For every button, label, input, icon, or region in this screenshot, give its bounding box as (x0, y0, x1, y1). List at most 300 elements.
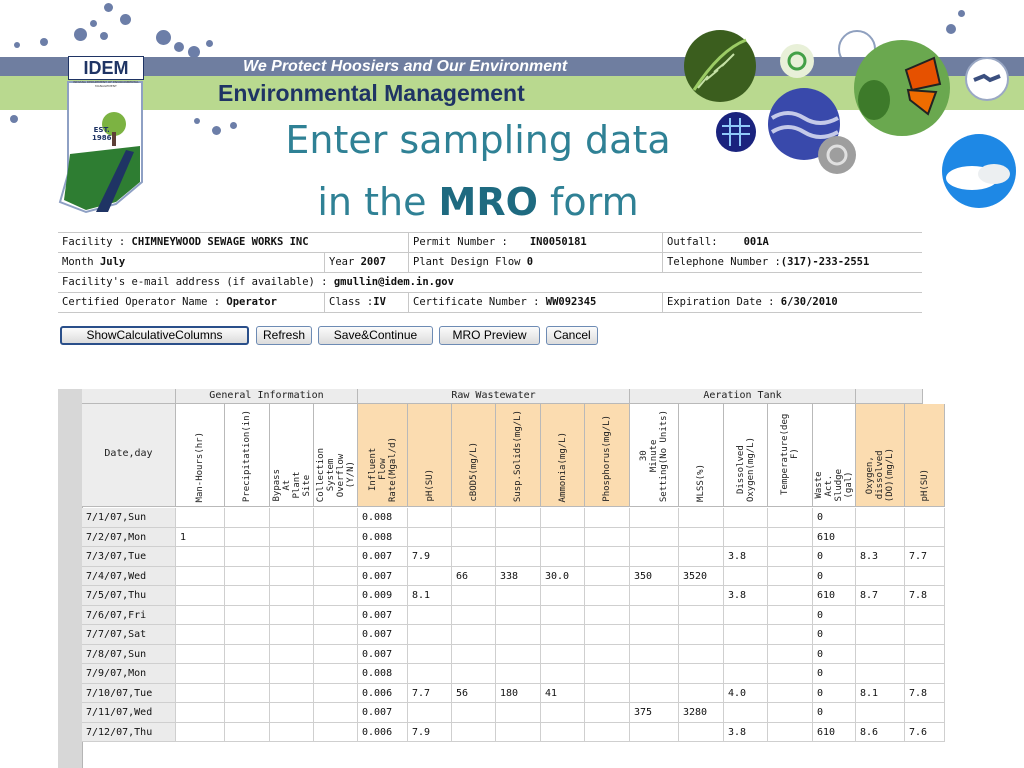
data-cell-tss[interactable] (496, 547, 541, 567)
data-cell-tss[interactable] (496, 606, 541, 626)
data-cell-ph[interactable] (408, 606, 452, 626)
date-cell: 7/10/07,Tue (82, 684, 176, 704)
info-row (58, 232, 922, 253)
decor-dot (946, 24, 956, 34)
data-cell-settling[interactable]: 375 (630, 703, 679, 723)
data-cell-eff-do[interactable] (856, 606, 905, 626)
class-value: IV (373, 296, 386, 308)
butterfly-photo (854, 40, 950, 136)
data-cell-was[interactable]: 0 (813, 606, 856, 626)
data-cell-was[interactable]: 610 (813, 586, 856, 606)
table-row (82, 703, 922, 723)
col-label: cBOD5(mg/L) (468, 442, 479, 502)
col-label: Man-Hours(hr) (195, 431, 205, 502)
data-cell-bypass[interactable] (270, 664, 314, 684)
data-cell-temp[interactable] (768, 606, 813, 626)
data-cell-phosphorus[interactable] (585, 684, 630, 704)
data-cell-bypass[interactable] (270, 606, 314, 626)
data-cell-do[interactable]: 3.8 (724, 547, 768, 567)
col-header-mlss (679, 404, 724, 507)
data-cell-temp[interactable] (768, 645, 813, 665)
data-cell-cbod[interactable]: 66 (452, 567, 496, 587)
col-header-effluent-do (856, 404, 905, 507)
decor-dot (40, 38, 48, 46)
data-cell-eff-do[interactable] (856, 625, 905, 645)
data-cell-phosphorus[interactable] (585, 723, 630, 743)
decor-dot (104, 3, 113, 12)
date-cell: 7/1/07,Sun (82, 508, 176, 528)
table-row (82, 508, 922, 528)
table-row (82, 586, 928, 606)
data-cell-cso[interactable] (314, 664, 358, 684)
decor-dot (958, 10, 965, 17)
data-cell-do[interactable] (724, 703, 768, 723)
data-cell-ammonia[interactable] (541, 528, 585, 548)
data-cell-man-hours[interactable] (176, 586, 225, 606)
data-cell-ammonia[interactable] (541, 508, 585, 528)
data-cell-phosphorus[interactable] (585, 645, 630, 665)
data-cell-mlss[interactable] (679, 684, 724, 704)
data-cell-eff-ph[interactable] (905, 645, 945, 665)
col-header-effluent-ph (905, 404, 945, 507)
data-cell-cbod[interactable] (452, 586, 496, 606)
data-cell-phosphorus[interactable] (585, 508, 630, 528)
data-cell-phosphorus[interactable] (585, 664, 630, 684)
data-cell-bypass[interactable] (270, 703, 314, 723)
data-cell-ph[interactable] (408, 625, 452, 645)
info-row (58, 273, 922, 293)
data-cell-man-hours[interactable] (176, 723, 225, 743)
data-cell-eff-ph[interactable] (905, 508, 945, 528)
data-cell-ph[interactable] (408, 508, 452, 528)
data-cell-cbod[interactable] (452, 547, 496, 567)
data-cell-influent[interactable]: 0.007 (358, 703, 408, 723)
data-cell-cso[interactable] (314, 547, 358, 567)
table-row (82, 645, 922, 665)
facility-label: Facility : (62, 236, 132, 248)
data-cell-ammonia[interactable] (541, 606, 585, 626)
table-row (82, 664, 922, 684)
data-cell-tss[interactable] (496, 625, 541, 645)
data-cell-man-hours[interactable] (176, 684, 225, 704)
data-cell-bypass[interactable] (270, 508, 314, 528)
data-cell-eff-ph[interactable] (905, 567, 945, 587)
data-cell-precip[interactable] (225, 684, 270, 704)
data-cell-cso[interactable] (314, 684, 358, 704)
data-cell-phosphorus[interactable] (585, 703, 630, 723)
data-cell-cbod[interactable]: 56 (452, 684, 496, 704)
col-label: Collection System Overflow (Y/N) (315, 447, 356, 502)
data-cell-eff-ph[interactable] (905, 703, 945, 723)
show-calculative-columns-button[interactable]: ShowCalculativeColumns (60, 326, 249, 345)
data-cell-influent[interactable]: 0.007 (358, 567, 408, 587)
data-cell-precip[interactable] (225, 723, 270, 743)
data-cell-temp[interactable] (768, 703, 813, 723)
data-cell-influent[interactable]: 0.008 (358, 664, 408, 684)
group-header-general: General Information (176, 389, 358, 404)
data-cell-precip[interactable] (225, 586, 270, 606)
data-cell-ph[interactable] (408, 528, 452, 548)
title-emphasis: MRO (438, 180, 538, 224)
table-row (82, 625, 922, 645)
col-label: Dissolved Oxygen(mg/L) (735, 436, 756, 502)
data-cell-settling[interactable] (630, 664, 679, 684)
col-label: Temperature(deg F) (780, 413, 800, 495)
logo-est-label: EST. (93, 126, 110, 134)
month-label: Month (62, 256, 100, 268)
row-header-strip (58, 389, 83, 768)
data-cell-eff-do[interactable]: 8.1 (856, 684, 905, 704)
data-cell-ph[interactable] (408, 645, 452, 665)
data-cell-man-hours[interactable] (176, 606, 225, 626)
data-cell-bypass[interactable] (270, 645, 314, 665)
data-cell-ammonia[interactable] (541, 645, 585, 665)
data-cell-eff-ph[interactable] (905, 625, 945, 645)
data-cell-ph[interactable]: 7.9 (408, 723, 452, 743)
data-cell-cso[interactable] (314, 528, 358, 548)
data-cell-eff-ph[interactable] (905, 664, 945, 684)
data-cell-man-hours[interactable] (176, 567, 225, 587)
data-cell-cso[interactable] (314, 703, 358, 723)
data-cell-tss[interactable] (496, 723, 541, 743)
col-header-collection-overflow (314, 404, 358, 507)
data-cell-precip[interactable] (225, 567, 270, 587)
data-cell-ammonia[interactable]: 41 (541, 684, 585, 704)
data-cell-was[interactable]: 0 (813, 645, 856, 665)
date-cell: 7/5/07,Thu (82, 586, 176, 606)
data-cell-phosphorus[interactable] (585, 547, 630, 567)
col-label: Ammonia(mg/L) (557, 431, 568, 502)
data-cell-cso[interactable] (314, 645, 358, 665)
slide-title-line1: Enter sampling data (285, 118, 671, 162)
data-cell-precip[interactable] (225, 606, 270, 626)
data-cell-man-hours[interactable]: 1 (176, 528, 225, 548)
date-cell: 7/9/07,Mon (82, 664, 176, 684)
gears-photo (818, 136, 856, 174)
data-cell-precip[interactable] (225, 508, 270, 528)
col-header-temperature (768, 404, 813, 507)
data-cell-cbod[interactable] (452, 508, 496, 528)
data-cell-eff-do[interactable] (856, 528, 905, 548)
data-cell-do[interactable] (724, 606, 768, 626)
data-cell-was[interactable]: 0 (813, 703, 856, 723)
title-prefix: in the (317, 180, 439, 224)
data-cell-cso[interactable] (314, 586, 358, 606)
data-cell-do[interactable] (724, 508, 768, 528)
date-cell: 7/12/07,Thu (82, 723, 176, 743)
data-cell-ph[interactable]: 7.9 (408, 547, 452, 567)
data-cell-was[interactable]: 0 (813, 625, 856, 645)
data-cell-temp[interactable] (768, 625, 813, 645)
data-cell-eff-do[interactable] (856, 664, 905, 684)
data-cell-temp[interactable] (768, 684, 813, 704)
date-cell: 7/7/07,Sat (82, 625, 176, 645)
data-cell-eff-do[interactable]: 8.6 (856, 723, 905, 743)
decor-dot (206, 40, 213, 47)
date-cell: 7/2/07,Mon (82, 528, 176, 548)
decor-dot (74, 28, 87, 41)
col-label: Influent Flow Rate(Mgal/d) (367, 436, 398, 502)
data-cell-settling[interactable] (630, 606, 679, 626)
permit-cell (408, 233, 587, 252)
data-cell-tss[interactable] (496, 645, 541, 665)
data-cell-ammonia[interactable] (541, 723, 585, 743)
data-cell-man-hours[interactable] (176, 645, 225, 665)
col-label: Phosphorus(mg/L) (602, 415, 612, 502)
refresh-button[interactable]: Refresh (256, 326, 312, 345)
col-header-precipitation (225, 404, 270, 507)
data-cell-eff-ph[interactable]: 7.6 (905, 723, 945, 743)
data-cell-influent[interactable]: 0.008 (358, 528, 408, 548)
data-cell-was[interactable]: 0 (813, 664, 856, 684)
data-cell-temp[interactable] (768, 664, 813, 684)
data-cell-mlss[interactable] (679, 528, 724, 548)
data-cell-ph[interactable] (408, 664, 452, 684)
save-continue-button[interactable]: Save&Continue (318, 326, 433, 345)
data-cell-temp[interactable] (768, 586, 813, 606)
data-cell-cso[interactable] (314, 567, 358, 587)
design-flow-value: 0 (526, 256, 534, 268)
data-cell-cbod[interactable] (452, 664, 496, 684)
group-header-aeration: Aeration Tank (630, 389, 856, 404)
data-cell-mlss[interactable] (679, 645, 724, 665)
data-cell-precip[interactable] (225, 703, 270, 723)
data-cell-bypass[interactable] (270, 567, 314, 587)
expiration-label: Expiration Date : (667, 296, 781, 308)
decor-dot (14, 42, 20, 48)
cancel-button[interactable]: Cancel (546, 326, 598, 345)
data-cell-do[interactable] (724, 528, 768, 548)
fern-photo (684, 30, 756, 102)
data-cell-phosphorus[interactable] (585, 567, 630, 587)
data-cell-precip[interactable] (225, 528, 270, 548)
info-row (58, 253, 922, 273)
date-cell: 7/4/07,Wed (82, 567, 176, 587)
data-cell-ph[interactable]: 7.7 (408, 684, 452, 704)
data-cell-ph[interactable]: 8.1 (408, 586, 452, 606)
data-cell-mlss[interactable] (679, 723, 724, 743)
data-cell-influent[interactable]: 0.007 (358, 645, 408, 665)
data-cell-bypass[interactable] (270, 723, 314, 743)
data-cell-phosphorus[interactable] (585, 625, 630, 645)
data-cell-temp[interactable] (768, 508, 813, 528)
data-cell-ammonia[interactable] (541, 664, 585, 684)
data-cell-bypass[interactable] (270, 528, 314, 548)
data-cell-settling[interactable] (630, 684, 679, 704)
data-cell-eff-do[interactable]: 8.7 (856, 586, 905, 606)
data-cell-ph[interactable] (408, 703, 452, 723)
data-cell-precip[interactable] (225, 664, 270, 684)
data-cell-man-hours[interactable] (176, 625, 225, 645)
data-cell-tss[interactable] (496, 664, 541, 684)
data-cell-was[interactable]: 0 (813, 508, 856, 528)
data-cell-ammonia[interactable] (541, 703, 585, 723)
decor-dot (10, 115, 18, 123)
data-cell-ammonia[interactable] (541, 625, 585, 645)
data-cell-tss[interactable]: 338 (496, 567, 541, 587)
data-cell-do[interactable]: 4.0 (724, 684, 768, 704)
group-header-effluent (856, 389, 923, 404)
data-cell-influent[interactable]: 0.007 (358, 625, 408, 645)
data-cell-cbod[interactable] (452, 703, 496, 723)
col-label: Waste Act. Sludge (gal) (814, 469, 854, 502)
mro-preview-button[interactable]: MRO Preview (439, 326, 540, 345)
data-cell-phosphorus[interactable] (585, 528, 630, 548)
group-header-blank (82, 389, 176, 404)
data-cell-was[interactable]: 610 (813, 528, 856, 548)
year-value: 2007 (360, 256, 386, 268)
data-cell-ammonia[interactable]: 30.0 (541, 567, 585, 587)
data-cell-mlss[interactable] (679, 625, 724, 645)
data-cell-settling[interactable] (630, 528, 679, 548)
data-cell-cso[interactable] (314, 625, 358, 645)
data-cell-eff-do[interactable] (856, 567, 905, 587)
col-header-date (82, 404, 176, 507)
data-cell-man-hours[interactable] (176, 703, 225, 723)
data-cell-temp[interactable] (768, 723, 813, 743)
outfall-value: 001A (743, 236, 769, 248)
table-row (82, 567, 922, 587)
decor-dot (90, 20, 97, 27)
data-cell-do[interactable] (724, 645, 768, 665)
data-cell-cbod[interactable] (452, 645, 496, 665)
data-cell-temp[interactable] (768, 528, 813, 548)
email-label: Facility's e-mail address (if available) : (62, 276, 334, 288)
data-cell-cso[interactable] (314, 508, 358, 528)
data-cell-eff-do[interactable] (856, 703, 905, 723)
outfall-cell (662, 233, 769, 252)
data-cell-was[interactable]: 610 (813, 723, 856, 743)
data-cell-eff-do[interactable] (856, 645, 905, 665)
data-cell-cbod[interactable] (452, 606, 496, 626)
data-cell-do[interactable] (724, 664, 768, 684)
col-header-ammonia (541, 404, 585, 507)
facility-cell (58, 233, 309, 252)
data-cell-settling[interactable] (630, 508, 679, 528)
data-cell-do[interactable]: 3.8 (724, 586, 768, 606)
col-header-dissolved-oxygen (724, 404, 768, 507)
email-cell (58, 273, 454, 292)
col-label: Susp.Solids(mg/L) (513, 409, 523, 502)
data-cell-man-hours[interactable] (176, 547, 225, 567)
data-cell-settling[interactable] (630, 645, 679, 665)
data-cell-settling[interactable] (630, 723, 679, 743)
expiration-value: 6/30/2010 (780, 296, 838, 308)
col-label: Oxygen, dissolved (DO)(mg/L) (865, 447, 895, 502)
data-cell-mlss[interactable] (679, 664, 724, 684)
data-cell-mlss[interactable]: 3280 (679, 703, 724, 723)
data-cell-mlss[interactable] (679, 606, 724, 626)
data-cell-bypass[interactable] (270, 547, 314, 567)
col-header-man-hours (176, 404, 225, 507)
handshake-icon (966, 58, 1008, 100)
data-cell-man-hours[interactable] (176, 508, 225, 528)
data-cell-settling[interactable] (630, 586, 679, 606)
data-cell-phosphorus[interactable] (585, 586, 630, 606)
data-cell-ammonia[interactable] (541, 586, 585, 606)
data-cell-was[interactable]: 0 (813, 547, 856, 567)
operator-cell (58, 293, 277, 312)
data-cell-precip[interactable] (225, 625, 270, 645)
data-cell-eff-do[interactable]: 8.3 (856, 547, 905, 567)
data-cell-eff-ph[interactable]: 7.8 (905, 586, 945, 606)
data-cell-cbod[interactable] (452, 625, 496, 645)
month-cell (58, 253, 125, 272)
data-cell-bypass[interactable] (270, 625, 314, 645)
year-label: Year (329, 256, 361, 268)
data-cell-precip[interactable] (225, 645, 270, 665)
data-cell-bypass[interactable] (270, 586, 314, 606)
decor-dot (174, 42, 184, 52)
data-cell-was[interactable]: 0 (813, 684, 856, 704)
data-cell-was[interactable]: 0 (813, 567, 856, 587)
data-cell-do[interactable] (724, 625, 768, 645)
data-cell-cbod[interactable] (452, 723, 496, 743)
data-cell-ph[interactable] (408, 567, 452, 587)
data-cell-do[interactable]: 3.8 (724, 723, 768, 743)
data-cell-tss[interactable] (496, 528, 541, 548)
certificate-value: WW092345 (545, 296, 597, 308)
data-cell-influent[interactable]: 0.007 (358, 606, 408, 626)
data-cell-settling[interactable] (630, 625, 679, 645)
data-cell-influent[interactable]: 0.009 (358, 586, 408, 606)
data-cell-tss[interactable] (496, 586, 541, 606)
data-cell-man-hours[interactable] (176, 664, 225, 684)
logo-subtitle: INDIANA DEPARTMENT OF ENVIRONMENTAL MANAGEMENT (73, 80, 139, 88)
facility-info-panel (58, 232, 922, 313)
expiration-cell (662, 293, 838, 312)
data-cell-mlss[interactable]: 3520 (679, 567, 724, 587)
data-cell-temp[interactable] (768, 547, 813, 567)
data-cell-cso[interactable] (314, 723, 358, 743)
data-cell-precip[interactable] (225, 547, 270, 567)
data-cell-tss[interactable] (496, 703, 541, 723)
data-cell-tss[interactable]: 180 (496, 684, 541, 704)
tagline: We Protect Hoosiers and Our Environment (243, 58, 568, 75)
data-cell-mlss[interactable] (679, 508, 724, 528)
data-cell-influent[interactable]: 0.006 (358, 723, 408, 743)
data-cell-eff-ph[interactable]: 7.8 (905, 684, 945, 704)
data-cell-influent[interactable]: 0.006 (358, 684, 408, 704)
table-row (82, 606, 922, 626)
data-cell-eff-do[interactable] (856, 508, 905, 528)
logo-established (92, 126, 111, 142)
table-row (82, 547, 928, 567)
data-cell-influent[interactable]: 0.008 (358, 508, 408, 528)
data-cell-eff-ph[interactable]: 7.7 (905, 547, 945, 567)
month-value: July (99, 256, 126, 268)
data-cell-influent[interactable]: 0.007 (358, 547, 408, 567)
data-cell-ammonia[interactable] (541, 547, 585, 567)
data-cell-bypass[interactable] (270, 684, 314, 704)
data-cell-eff-ph[interactable] (905, 606, 945, 626)
data-cell-settling[interactable] (630, 547, 679, 567)
data-cell-do[interactable] (724, 567, 768, 587)
slide-title-line2 (200, 172, 756, 232)
data-cell-mlss[interactable] (679, 547, 724, 567)
data-cell-eff-ph[interactable] (905, 528, 945, 548)
data-cell-mlss[interactable] (679, 586, 724, 606)
title-suffix: form (537, 180, 639, 224)
data-cell-cso[interactable] (314, 606, 358, 626)
data-cell-temp[interactable] (768, 567, 813, 587)
recycle-photo (780, 44, 814, 78)
data-cell-cbod[interactable] (452, 528, 496, 548)
col-header-influent-flow (358, 404, 408, 507)
data-cell-settling[interactable]: 350 (630, 567, 679, 587)
data-cell-phosphorus[interactable] (585, 606, 630, 626)
data-cell-tss[interactable] (496, 508, 541, 528)
